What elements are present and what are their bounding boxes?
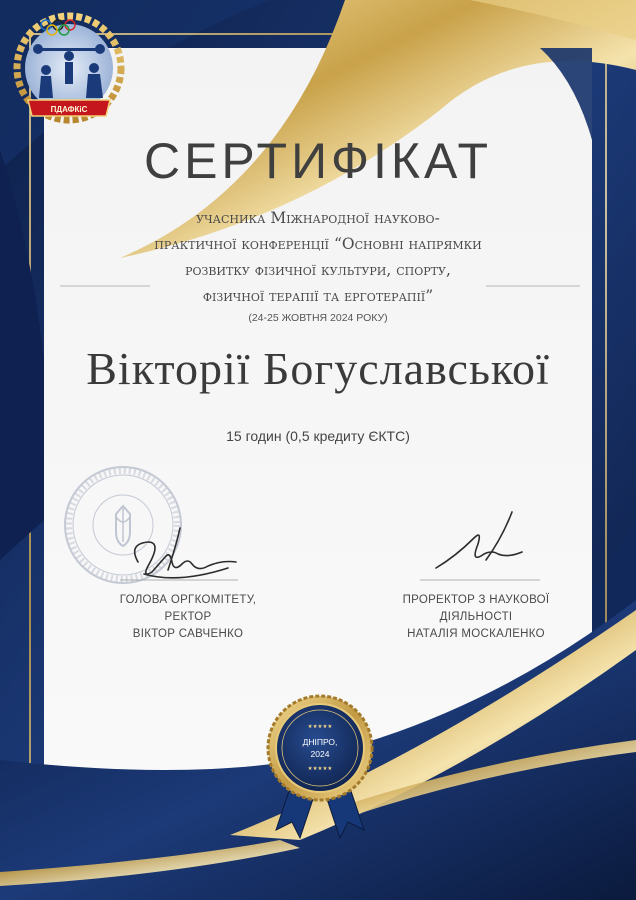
subtitle-line-1: учасника Міжнародної науково- <box>196 209 440 227</box>
dnipro-seal <box>262 690 378 840</box>
certificate-subtitle <box>0 205 636 309</box>
right-signatory-position: ПРОРЕКТОР З НАУКОВОЇ <box>402 594 550 606</box>
left-signatory-role: РЕКТОР <box>164 611 212 623</box>
left-signatory-position: ГОЛОВА ОРГКОМІТЕТУ, <box>119 594 257 606</box>
right-signatory-role: ДІЯЛЬНОСТІ <box>439 611 513 623</box>
left-signatory-name: ВІКТОР САВЧЕНКО <box>132 628 244 640</box>
seal-stars-bottom: ★★★★★ <box>307 766 333 772</box>
right-signature <box>430 508 530 580</box>
credit-hours: 15 годин (0,5 кредиту ЄКТС) <box>226 428 410 444</box>
recipient-name: Вікторії Богуславської <box>86 343 550 394</box>
subtitle-line-2: практичної конференції “Основні напрямки <box>154 235 482 253</box>
left-signatory <box>68 592 308 643</box>
certificate-title: СЕРТИФІКАТ <box>143 133 493 189</box>
seal-stars-top: ★★★★★ <box>307 724 333 730</box>
subtitle-line-4: фізичної терапії та ерготерапії” <box>202 287 434 305</box>
academy-logo <box>8 8 130 126</box>
conference-dates: (24-25 ЖОВТНЯ 2024 РОКУ) <box>248 312 388 324</box>
seal-city: ДНІПРО, <box>302 737 338 747</box>
subtitle-line-3: розвитку фізичної культури, спорту, <box>185 261 451 279</box>
right-signatory-name: НАТАЛІЯ МОСКАЛЕНКО <box>407 628 545 640</box>
right-signatory <box>356 592 596 643</box>
seal-year: 2024 <box>310 749 330 759</box>
left-signature <box>118 522 242 586</box>
logo-banner-text: ПДАФКіС <box>50 105 88 114</box>
